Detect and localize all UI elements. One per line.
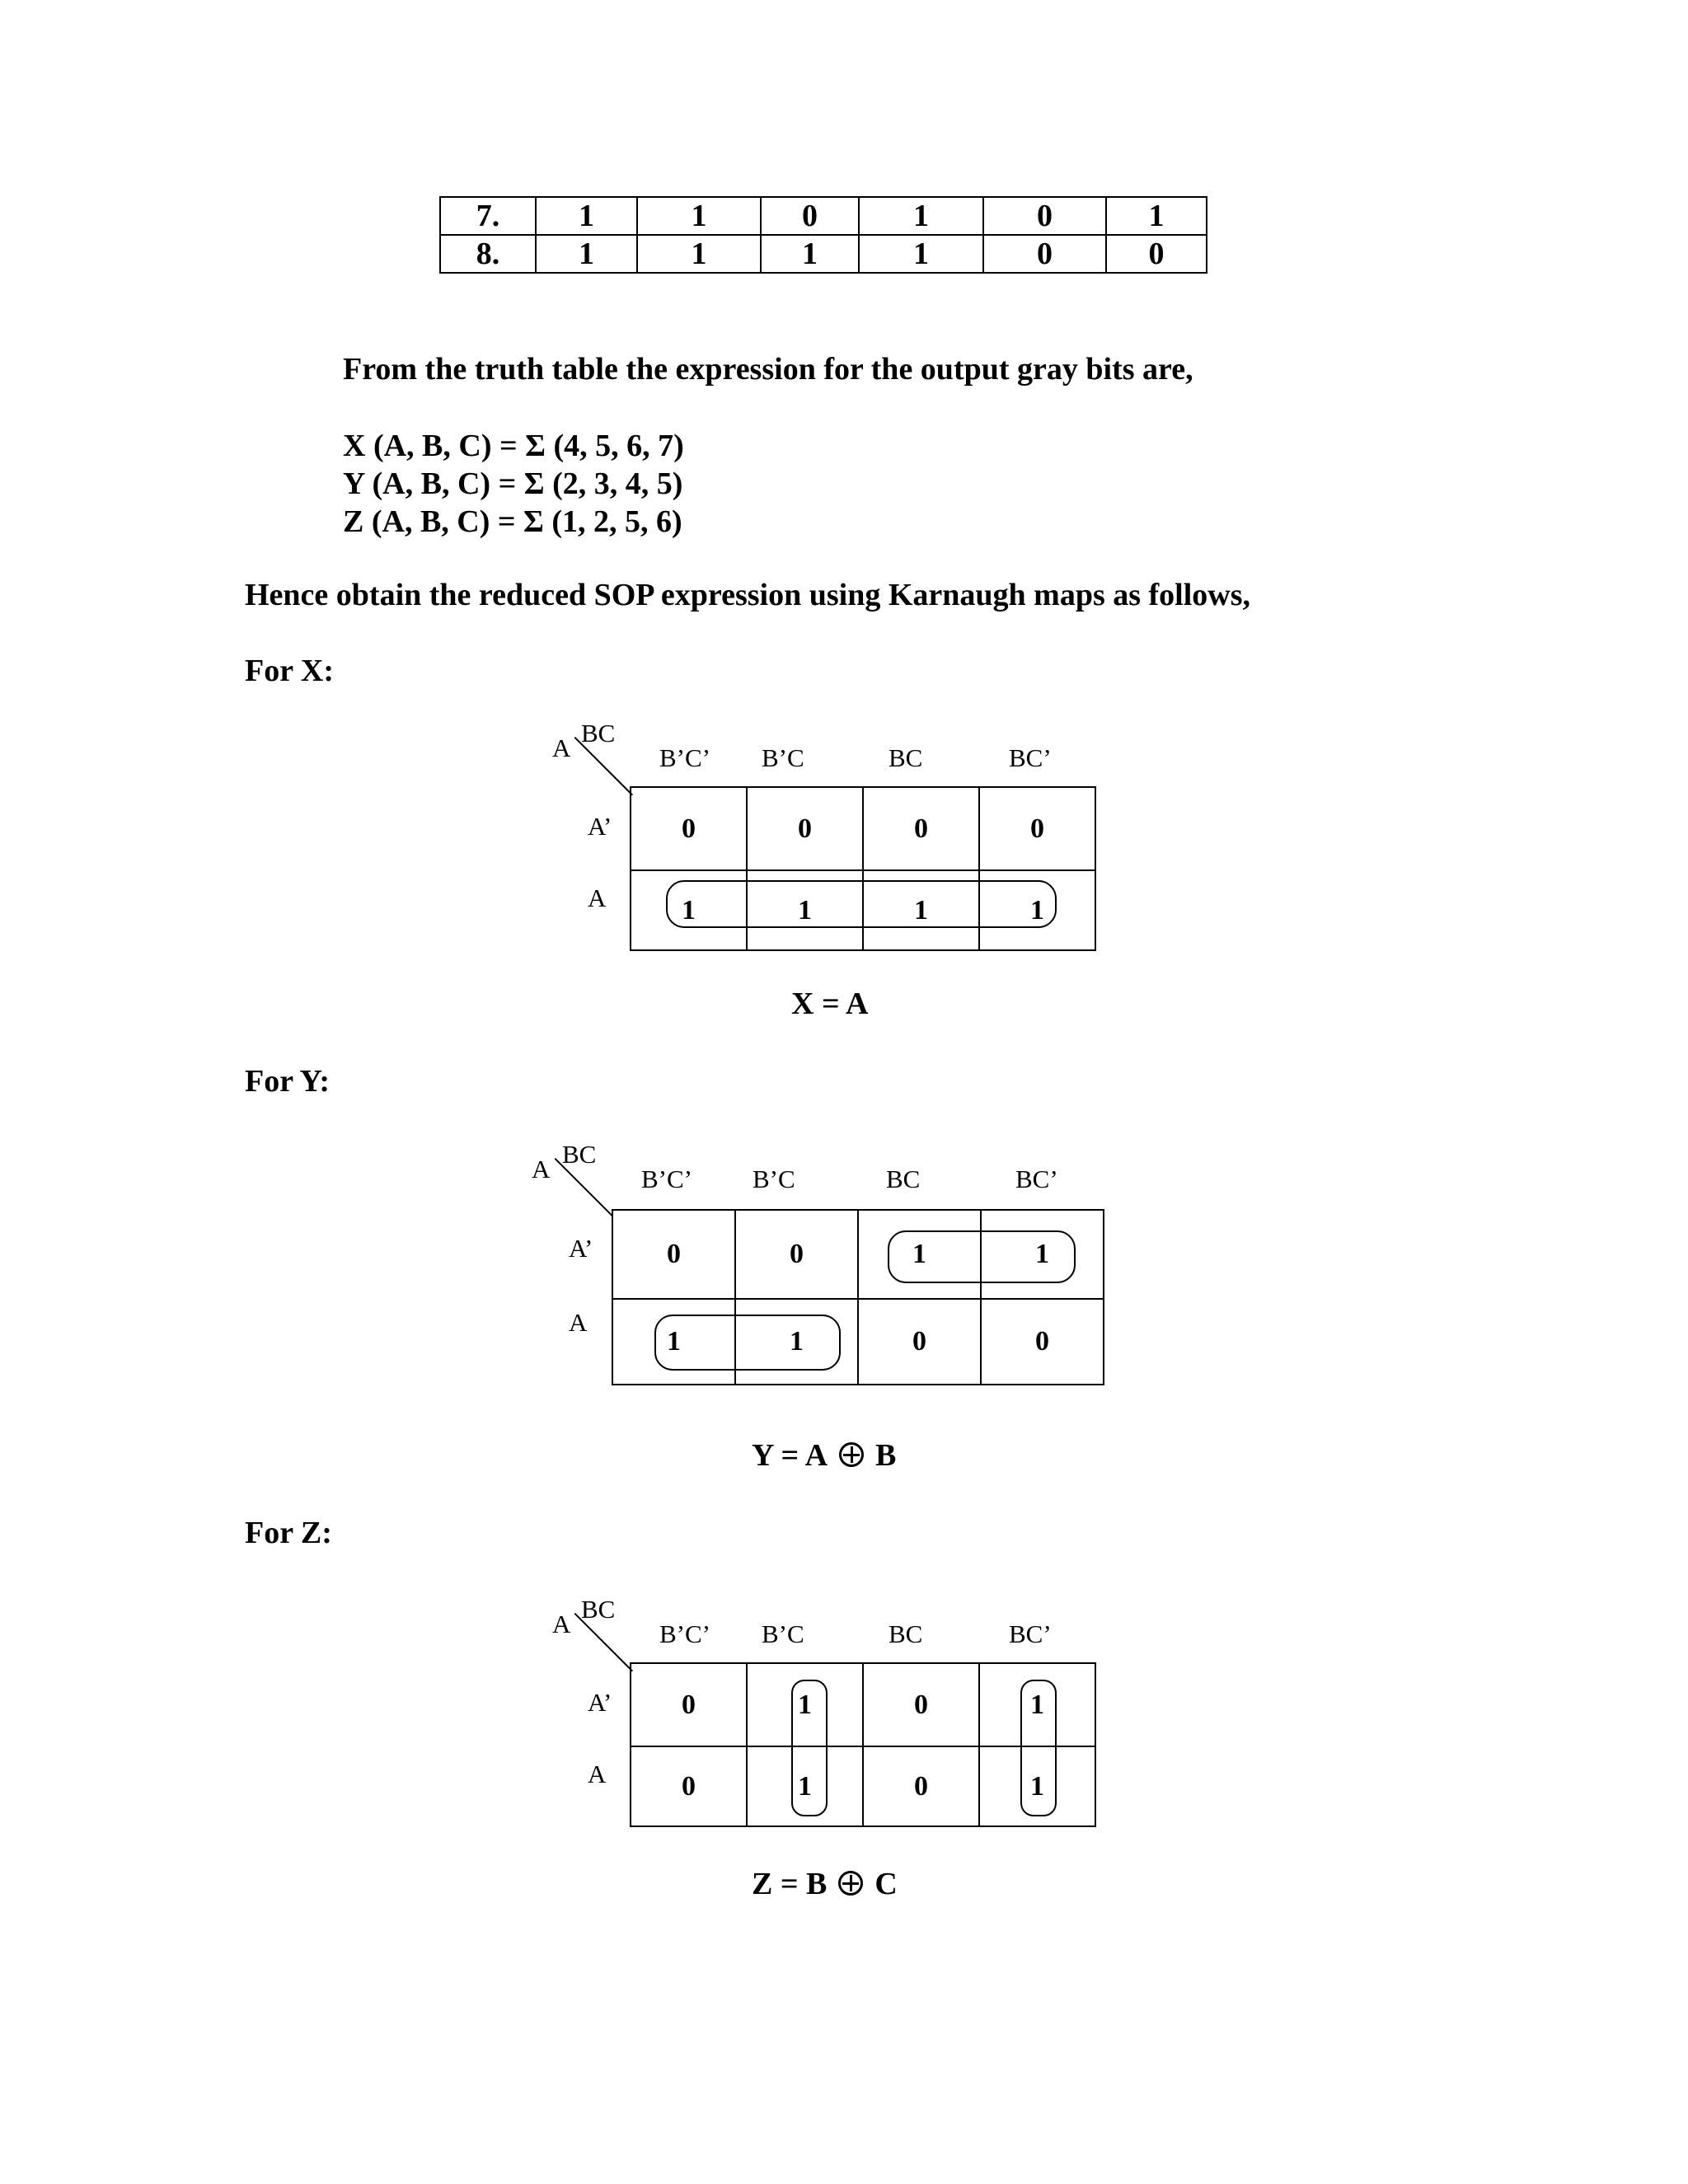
expression-y: Y (A, B, C) = Σ (2, 3, 4, 5) — [343, 466, 683, 501]
heading-for-y: For Y: — [245, 1064, 331, 1099]
result-x — [791, 986, 868, 1022]
kmap-corner-bc: BC — [562, 1140, 597, 1169]
kmap-cell: 0 — [981, 1299, 1104, 1385]
table-cell: 1 — [859, 235, 983, 273]
xor-operator-icon — [839, 1442, 864, 1467]
result-expression: X = A — [791, 987, 869, 1021]
kmap-col-label: BC’ — [1009, 743, 1052, 772]
expression-z: Z (A, B, C) = Σ (1, 2, 5, 6) — [343, 504, 682, 539]
kmap-col-label: BC’ — [1015, 1165, 1058, 1193]
kmap-cell: 0 — [735, 1210, 858, 1299]
kmap-cell: 0 — [863, 1663, 979, 1746]
table-cell: 1 — [536, 197, 637, 235]
table-cell: 0 — [983, 235, 1106, 273]
result-z — [752, 1866, 898, 1902]
kmap-col-label: B’C’ — [659, 743, 710, 772]
table-row — [440, 235, 1207, 273]
kmap-cell: 0 — [747, 787, 863, 870]
kmap-cell: 1 — [747, 1663, 863, 1746]
minterm-expressions — [343, 427, 684, 541]
expression-x: X (A, B, C) = Σ (4, 5, 6, 7) — [343, 429, 684, 463]
xor-operator-icon — [838, 1871, 863, 1896]
kmap-cell: 1 — [979, 1746, 1095, 1826]
table-cell: 8. — [440, 235, 536, 273]
table-cell: 1 — [637, 197, 761, 235]
kmap-cell: 1 — [981, 1210, 1104, 1299]
kmap-row-label: A’ — [588, 812, 612, 841]
kmap-x — [544, 719, 1121, 982]
kmap-row-label: A’ — [588, 1688, 612, 1717]
kmap-y — [528, 1140, 1104, 1404]
kmap-row-label: A — [588, 1760, 607, 1788]
kmap-cell: 1 — [747, 1746, 863, 1826]
kmap-col-label: BC’ — [1009, 1619, 1052, 1648]
table-cell: 1 — [1106, 197, 1207, 235]
kmap-cell: 0 — [858, 1299, 981, 1385]
result-expression: Z = B — [752, 1867, 828, 1901]
table-row — [440, 197, 1207, 235]
kmap-group-loop — [666, 880, 1057, 928]
kmap-cell: 0 — [631, 787, 747, 870]
table-cell: 7. — [440, 197, 536, 235]
kmap-row-label: A — [569, 1308, 588, 1337]
kmap-cell: 1 — [863, 870, 979, 950]
heading-for-x: For X: — [245, 654, 334, 688]
kmap-cell: 1 — [631, 870, 747, 950]
kmap-col-label: BC — [889, 743, 923, 772]
kmap-cell: 0 — [979, 787, 1095, 870]
kmap-col-label: B’C — [762, 1619, 804, 1648]
kmap-cell: 0 — [612, 1210, 735, 1299]
result-expression: Y = A — [752, 1438, 828, 1473]
table-cell: 1 — [637, 235, 761, 273]
kmap-col-label: B’C’ — [659, 1619, 710, 1648]
table-cell: 1 — [859, 197, 983, 235]
kmap-cell: 1 — [747, 870, 863, 950]
kmap-cell: 1 — [735, 1299, 858, 1385]
kmap-col-label: B’C — [753, 1165, 795, 1193]
kmap-corner-bc: BC — [581, 719, 616, 748]
table-cell: 1 — [761, 235, 859, 273]
kmap-row-label: A’ — [569, 1234, 593, 1263]
kmap-group-loop — [654, 1315, 841, 1371]
kmap-col-label: BC — [889, 1619, 923, 1648]
table-cell: 0 — [983, 197, 1106, 235]
result-y — [752, 1437, 896, 1474]
kmap-row — [631, 787, 1095, 870]
result-operand: B — [875, 1438, 897, 1473]
kmap-cell: 1 — [979, 870, 1095, 950]
table-cell: 0 — [1106, 235, 1207, 273]
result-operand: C — [874, 1867, 898, 1901]
kmap-col-label: BC — [886, 1165, 921, 1193]
table-cell: 0 — [761, 197, 859, 235]
kmap-col-label: B’C’ — [641, 1165, 692, 1193]
truth-table-fragment — [439, 196, 1207, 274]
kmap-corner-a: A — [532, 1155, 551, 1183]
kmap-cell: 0 — [863, 787, 979, 870]
kmap-cell: 1 — [979, 1663, 1095, 1746]
kmap-corner-bc: BC — [581, 1595, 616, 1624]
table-cell: 1 — [536, 235, 637, 273]
kmap-cell: 0 — [863, 1746, 979, 1826]
kmap-corner-a: A — [552, 1610, 571, 1638]
reduce-paragraph: Hence obtain the reduced SOP expression using Karnaugh maps as follows, — [245, 578, 1251, 612]
kmap-corner-a: A — [552, 733, 571, 762]
kmap-cell: 1 — [858, 1210, 981, 1299]
intro-paragraph: From the truth table the expression for the output gray bits are, — [343, 352, 1193, 387]
kmap-cell: 0 — [631, 1746, 747, 1826]
kmap-cell: 1 — [612, 1299, 735, 1385]
kmap-col-label: B’C — [762, 743, 804, 772]
kmap-cell: 0 — [631, 1663, 747, 1746]
kmap-z — [544, 1595, 1121, 1858]
kmap-row-label: A — [588, 883, 607, 912]
heading-for-z: For Z: — [245, 1516, 332, 1550]
